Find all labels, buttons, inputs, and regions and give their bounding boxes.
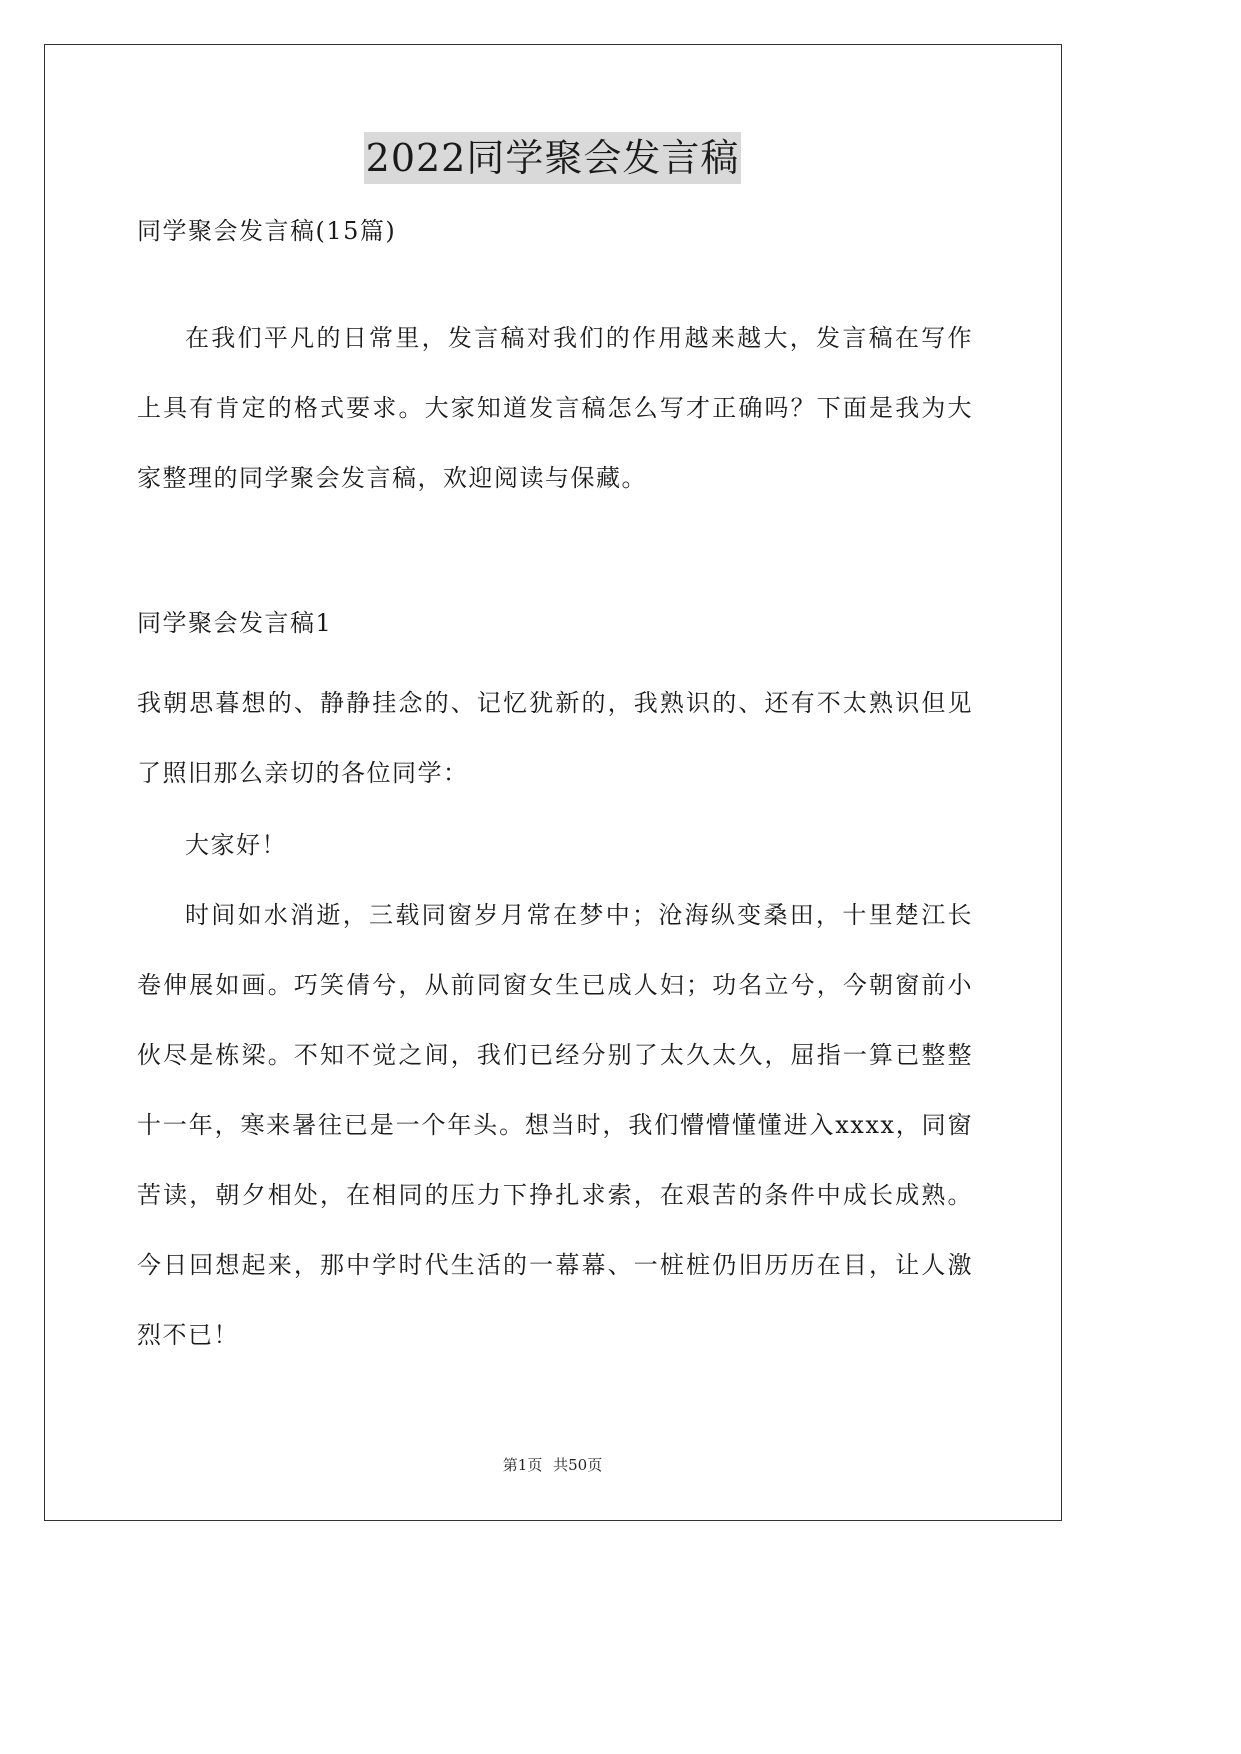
body-paragraph: 时间如水消逝，三载同窗岁月常在梦中；沧海纵变桑田，十里楚江长卷伸展如画。巧笑倩兮，从前同窗女生已成人妇；功名立兮，今朝窗前小伙尽是栋梁。不知不觉之间，我们已经分别了太久太久，屈指一算已整整十一年，寒来暑往已是一个年头。想当时，我们懵懵懂懂进入xxxx，同窗苦读，朝夕相处，在相同的压力下挣扎求索，在艰苦的条件中成长成熟。今日回想起来，那中学时代生活的一幕幕、一桩桩仍旧历历在目，让人激烈不已！ — [137, 901, 973, 1349]
page-footer: 第1页 共50页 — [502, 1456, 603, 1474]
document-subtitle: 同学聚会发言稿(15篇) — [137, 217, 397, 245]
salutation-paragraph: 我朝思暮想的、静静挂念的、记忆犹新的，我熟识的、还有不太熟识但见了照旧那么亲切的各位同学： — [137, 689, 973, 787]
section-heading: 同学聚会发言稿1 — [137, 609, 333, 637]
title-container — [0, 132, 1105, 184]
document-title: 2022同学聚会发言稿 — [364, 132, 742, 184]
intro-paragraph: 在我们平凡的日常里，发言稿对我们的作用越来越大，发言稿在写作上具有肯定的格式要求。大家知道发言稿怎么写才正确吗？下面是我为大家整理的同学聚会发言稿，欢迎阅读与保藏。 — [137, 324, 973, 492]
greeting-paragraph: 大家好！ — [185, 831, 287, 859]
